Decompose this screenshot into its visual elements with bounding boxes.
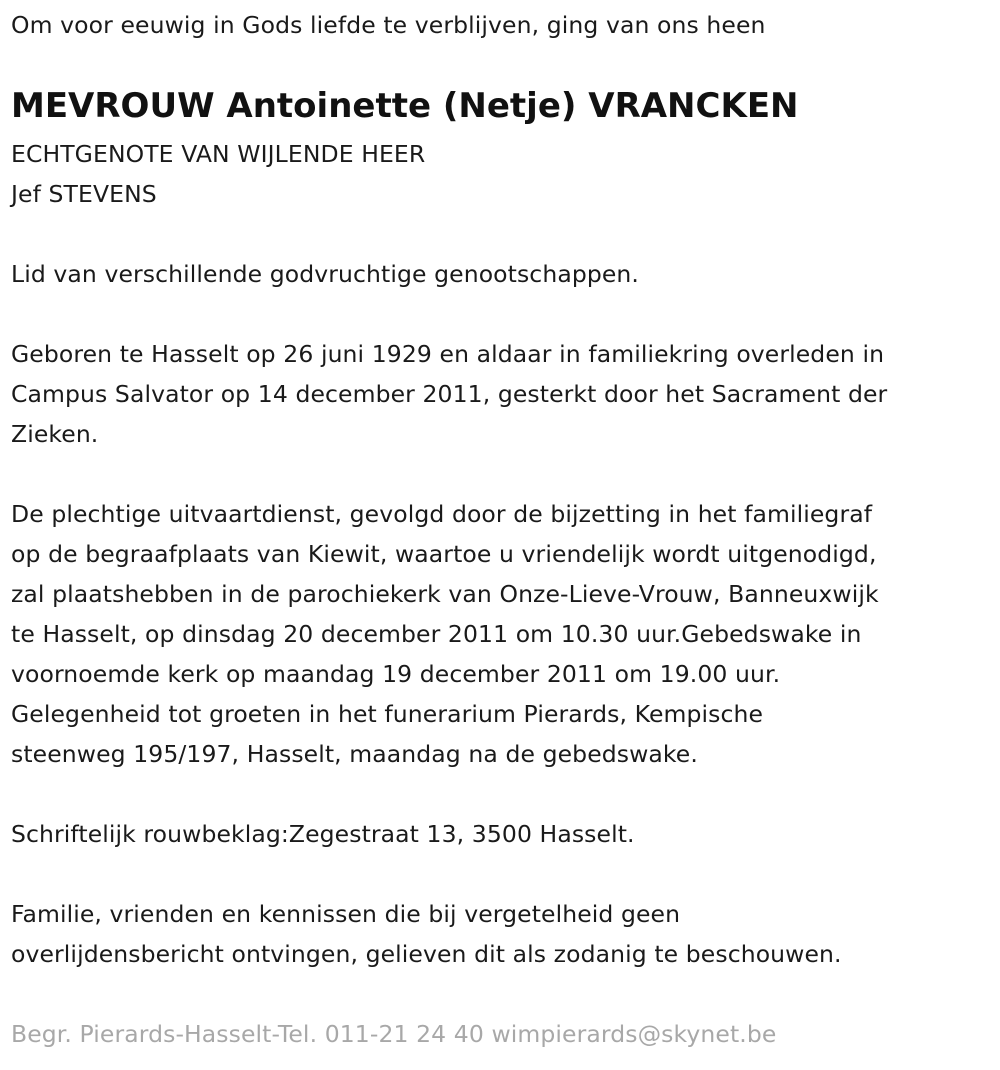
- birth-death-paragraph: [11, 334, 887, 454]
- funeral-paragraph: [11, 494, 879, 774]
- funeral-director-footer: Begr. Pierards-Hasselt-Tel. 011-21 24 40 wimpierards@skynet.be: [11, 1020, 777, 1048]
- funeral-line: voornoemde kerk op maandag 19 december 2011 om 19.00 uur.: [11, 660, 781, 688]
- birth-death-line: Campus Salvator op 14 december 2011, gesterkt door het Sacrament der: [11, 380, 888, 408]
- notice-line: overlijdensbericht ontvingen, gelieven dit als zodanig te beschouwen.: [11, 940, 842, 968]
- condolence-address: Schriftelijk rouwbeklag:Zegestraat 13, 3500 Hasselt.: [11, 820, 635, 848]
- funeral-line: De plechtige uitvaartdienst, gevolgd door de bijzetting in het familiegraf: [11, 500, 873, 528]
- spouse-block: [11, 134, 425, 214]
- funeral-line: te Hasselt, op dinsdag 20 december 2011 om 10.30 uur.Gebedswake in: [11, 620, 862, 648]
- birth-death-line: Zieken.: [11, 420, 99, 448]
- funeral-line: op de begraafplaats van Kiewit, waartoe u vriendelijk wordt uitgenodigd,: [11, 540, 877, 568]
- spouse-line-1: ECHTGENOTE VAN WIJLENDE HEER: [11, 140, 426, 168]
- birth-death-line: Geboren te Hasselt op 26 juni 1929 en aldaar in familiekring overleden in: [11, 340, 885, 368]
- intro-line: Om voor eeuwig in Gods liefde te verblijven, ging van ons heen: [11, 11, 766, 39]
- notice-line: Familie, vrienden en kennissen die bij vergetelheid geen: [11, 900, 681, 928]
- membership-line: Lid van verschillende godvruchtige genootschappen.: [11, 260, 639, 288]
- notice-paragraph: [11, 894, 842, 974]
- spouse-line-2: Jef STEVENS: [11, 180, 157, 208]
- funeral-line: Gelegenheid tot groeten in het funerarium Pierards, Kempische: [11, 700, 764, 728]
- funeral-line: steenweg 195/197, Hasselt, maandag na de gebedswake.: [11, 740, 698, 768]
- deceased-name: MEVROUW Antoinette (Netje) VRANCKEN: [11, 86, 799, 126]
- funeral-line: zal plaatshebben in de parochiekerk van Onze-Lieve-Vrouw, Banneuxwijk: [11, 580, 879, 608]
